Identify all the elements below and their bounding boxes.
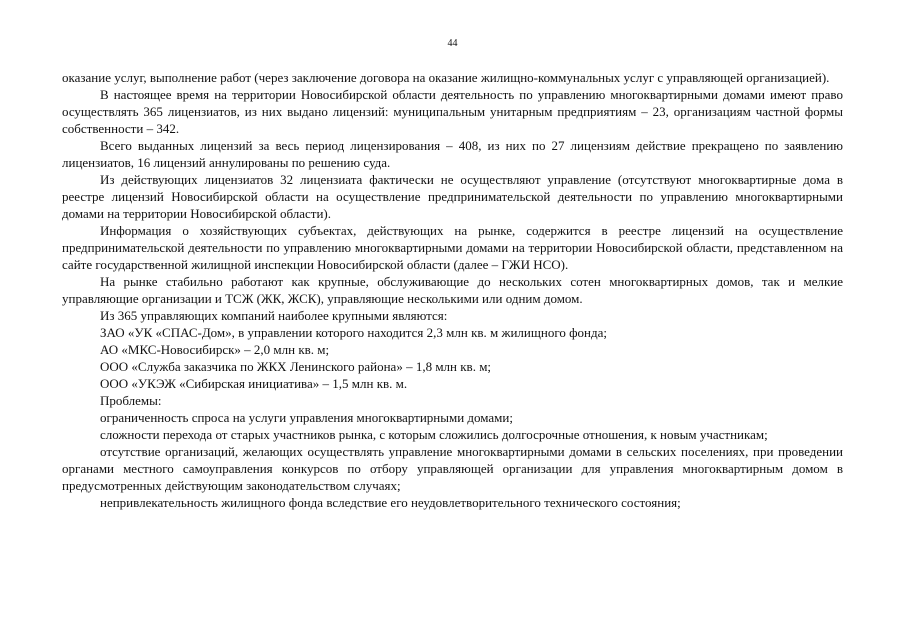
page-number: 44	[447, 38, 458, 49]
paragraph-licensees: В настоящее время на территории Новосибирской области деятельность по управлению многоквартирными домами имеют право осуществлять 365 лицензиатов, из них выдано лицензий: муниципальным унитарным предприятиям – 23, организациям частной формы собственности – 342.	[62, 87, 843, 136]
paragraph-registry-info: Информация о хозяйствующих субъектах, действующих на рынке, содержится в реестре лицензий на осуществление предпринимательской деятельности по управлению многоквартирными домами на территории Новосибирской области, представленном на сайте государственной жилищной инспекции Новосибирской области (далее – ГЖИ НСО).	[62, 223, 843, 272]
list-item-company: ЗАО «УК «СПАС-Дом», в управлении которого находится 2,3 млн кв. м жилищного фонда;	[100, 325, 607, 340]
paragraph-largest-intro: Из 365 управляющих компаний наиболее крупными являются:	[100, 308, 448, 323]
document-body	[62, 69, 843, 511]
paragraph-problems-heading: Проблемы:	[100, 393, 162, 408]
list-item-company: ООО «УКЭЖ «Сибирская инициатива» – 1,5 млн кв. м.	[100, 376, 408, 391]
list-item-problem: непривлекательность жилищного фонда вследствие его неудовлетворительного технического состояния;	[100, 495, 681, 510]
paragraph-inactive-licensees: Из действующих лицензиатов 32 лицензиата фактически не осуществляют управление (отсутствуют многоквартирные дома в реестре лицензий Новосибирской области на осуществление предпринимательской деятельности по управлению многоквартирными домами на территории Новосибирской области).	[62, 172, 843, 221]
list-item-problem: сложности перехода от старых участников рынка, с которым сложились долгосрочные отношения, к новым участникам;	[100, 427, 768, 442]
list-item-problem: отсутствие организаций, желающих осуществлять управление многоквартирными домами в сельских поселениях, при проведении органами местного самоуправления конкурсов по отбору управляющей организации для управления многоквартирным домом в предусмотренных действующим законодательством случаях;	[62, 444, 843, 493]
list-item-company: ООО «Служба заказчика по ЖКХ Ленинского района» – 1,8 млн кв. м;	[100, 359, 492, 374]
paragraph-licenses-total: Всего выданных лицензий за весь период лицензирования – 408, из них по 27 лицензиям действие прекращено по заявлению лицензиатов, 16 лицензий аннулированы по решению суда.	[62, 138, 843, 170]
list-item-company: АО «МКС-Новосибирск» – 2,0 млн кв. м;	[100, 342, 330, 357]
paragraph-market-participants: На рынке стабильно работают как крупные, обслуживающие до нескольких сотен многоквартирных домов, так и мелкие управляющие организации и ТСЖ (ЖК, ЖСК), управляющие несколькими или одним домом.	[62, 274, 843, 306]
list-item-problem: ограниченность спроса на услуги управления многоквартирными домами;	[100, 410, 513, 425]
paragraph-continuation: оказание услуг, выполнение работ (через заключение договора на оказание жилищно-коммунальных услуг с управляющей организацией).	[62, 70, 830, 85]
